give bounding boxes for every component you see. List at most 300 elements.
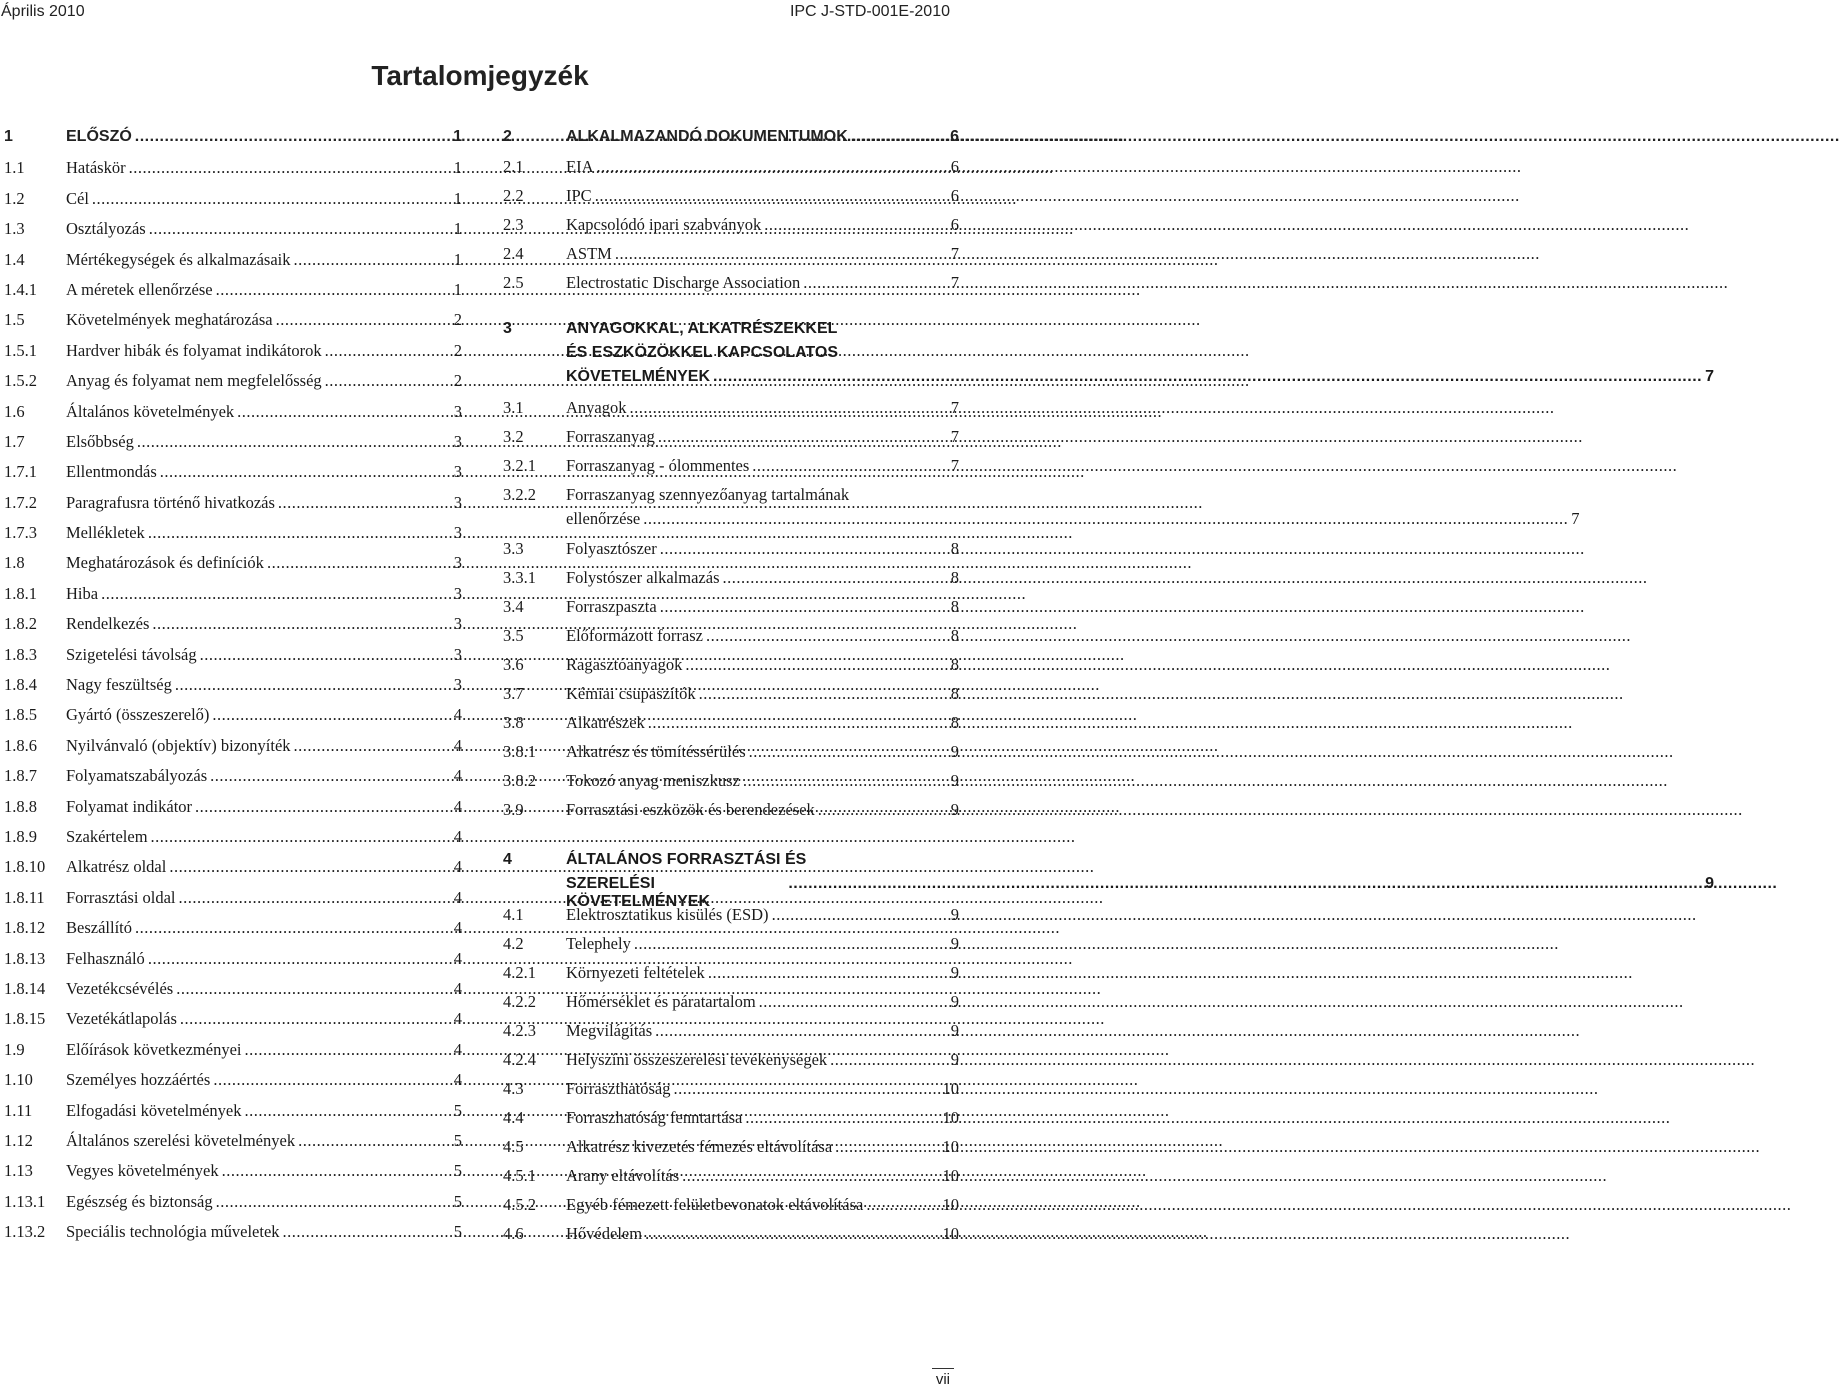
toc-entry-number: 1.3 [4, 219, 25, 239]
toc-entry[interactable] [4, 949, 462, 979]
toc-entry-number: 1 [4, 128, 13, 145]
toc-dot-leader [152, 614, 450, 634]
toc-entry-title: Elsőbbség [66, 431, 134, 451]
toc-entry-page: 10 [942, 1166, 959, 1185]
toc-dot-leader [267, 553, 451, 573]
toc-dot-leader [135, 128, 450, 146]
toc-entry-page: 3 [453, 675, 462, 695]
toc-entry-page: 5 [453, 1130, 462, 1150]
toc-entry-number: 4.3 [503, 1079, 524, 1098]
toc-entry[interactable] [503, 1166, 959, 1195]
toc-entry-title: Meghatározások és definíciók [66, 553, 264, 573]
toc-dot-leader [237, 402, 451, 422]
toc-entry-number: 1.4.1 [4, 279, 37, 299]
toc-entry-title: Elektrosztatikus kisülés (ESD) [566, 905, 769, 924]
toc-entry-page: 3 [453, 462, 462, 482]
toc-entry-number: 4.6 [503, 1224, 524, 1243]
toc-dot-leader [176, 979, 451, 999]
toc-entry-page: 4 [453, 918, 462, 938]
toc-entry[interactable] [4, 1040, 462, 1070]
toc-entry-number: 1.8.15 [4, 1009, 46, 1029]
toc-entry-page: 6 [950, 128, 959, 145]
toc-dot-leader [175, 675, 451, 695]
toc-entry-page: 9 [950, 934, 959, 953]
toc-dot-leader [660, 597, 948, 617]
toc-dot-leader [195, 797, 451, 817]
toc-entry[interactable] [503, 244, 959, 273]
toc-entry[interactable] [503, 992, 959, 1021]
toc-dot-leader [135, 918, 451, 938]
toc-entry[interactable] [4, 675, 462, 705]
toc-entry-title: Anyagok [566, 398, 627, 417]
toc-entry-title: Alkatrész oldal [66, 857, 167, 877]
toc-entry-page: 1 [453, 158, 462, 178]
toc-entry-number: 3.8.2 [503, 771, 536, 790]
toc-entry[interactable] [503, 655, 959, 684]
toc-entry[interactable] [4, 402, 462, 432]
toc-entry-page: 1 [453, 219, 462, 239]
toc-entry-title: A méretek ellenőrzése [66, 279, 213, 299]
toc-entry-page: 8 [950, 626, 959, 645]
toc-dot-leader [658, 427, 948, 447]
toc-entry-number: 1.4 [4, 249, 25, 269]
toc-entry[interactable] [4, 857, 462, 887]
toc-entry-title: Hőmérséklet és páratartalom [566, 992, 756, 1011]
toc-entry-title: Osztályozás [66, 219, 146, 239]
toc-entry-page: 9 [950, 963, 959, 982]
toc-entry-title: Hiba [66, 583, 99, 603]
toc-entry[interactable] [4, 219, 462, 249]
toc-entry[interactable] [4, 979, 462, 1009]
toc-entry[interactable] [503, 1050, 959, 1079]
toc-entry-page: 7 [1571, 509, 1580, 528]
toc-entry-page: 4 [453, 1070, 462, 1090]
toc-entry-title: Forrasztási oldal [66, 887, 176, 907]
toc-entry-number: 4.2.3 [503, 1021, 536, 1040]
toc-entry-page: 10 [942, 1108, 959, 1127]
toc-entry[interactable] [4, 1101, 462, 1131]
toc-entry-title-line: ÉS ESZKÖZÖKKEL KAPCSOLATOS [566, 344, 839, 361]
toc-entry-title: Paragrafusra történő hivatkozás [66, 492, 275, 512]
toc-entry-number: 1.8.6 [4, 735, 37, 755]
toc-entry[interactable] [4, 1009, 462, 1039]
toc-entry-page: 7 [950, 273, 959, 292]
toc-entry-page: 4 [453, 826, 462, 846]
toc-entry-title: Folyasztószer [566, 539, 657, 558]
toc-entry-number: 1.8.1 [4, 583, 37, 603]
toc-dot-leader [160, 462, 451, 482]
toc-entry[interactable] [503, 1079, 959, 1108]
toc-entry-page: 3 [453, 492, 462, 512]
toc-entry[interactable] [4, 493, 462, 523]
toc-entry-page: 4 [453, 796, 462, 816]
toc-dot-leader [752, 456, 947, 476]
toc-entry-title: Alkatrészek [566, 713, 645, 732]
toc-dot-leader [129, 158, 451, 178]
toc-dot-leader [699, 684, 948, 704]
toc-entry[interactable] [503, 684, 959, 713]
toc-dot-leader [645, 1224, 939, 1244]
toc-entry[interactable] [4, 1070, 462, 1100]
toc-entry-title: Mértékegységek és alkalmazásaik [66, 249, 291, 269]
toc-entry-page: 6 [950, 186, 959, 205]
toc-section-heading[interactable] [503, 128, 959, 157]
toc-entry-page: 4 [453, 948, 462, 968]
toc-entry-number: 1.7 [4, 431, 25, 451]
toc-entry-number: 1.8.13 [4, 948, 46, 968]
toc-entry[interactable] [503, 626, 959, 655]
toc-entry-number: 2 [503, 128, 512, 145]
toc-dot-leader [713, 368, 1702, 386]
toc-entry[interactable] [503, 771, 959, 800]
toc-entry-title: Környezeti feltételek [566, 963, 705, 982]
toc-entry-number: 1.5.2 [4, 371, 37, 391]
toc-entry-title-line: Forraszanyag szennyezőanyag tartalmának [566, 485, 850, 504]
toc-entry[interactable] [503, 1195, 959, 1224]
toc-entry-page: 4 [453, 1039, 462, 1059]
toc-entry-title: Felhasználó [66, 948, 145, 968]
toc-entry-title: Folyamatszabályozás [66, 766, 208, 786]
toc-entry-title: Egészség és biztonság [66, 1191, 213, 1211]
toc-entry[interactable] [503, 157, 959, 186]
toc-entry[interactable] [503, 597, 959, 626]
toc-dot-leader [866, 1195, 939, 1215]
toc-dot-leader [597, 157, 948, 177]
toc-entry-number: 1.8.11 [4, 887, 45, 907]
toc-dot-leader [630, 398, 948, 418]
toc-entry-number: 1.13.1 [4, 1191, 46, 1211]
toc-entry[interactable] [503, 742, 959, 771]
toc-entry-number: 3.9 [503, 800, 524, 819]
header-standard: IPC J-STD-001E-2010 [789, 3, 950, 20]
toc-entry[interactable] [4, 432, 462, 462]
toc-entry-title-line: SZERELÉSI KÖVETELMÉNYEK [566, 875, 711, 910]
toc-entry-number: 1.8.2 [4, 614, 37, 634]
toc-entry-number: 1.11 [4, 1100, 33, 1120]
toc-entry[interactable] [503, 427, 959, 456]
toc-entry-title: Rendelkezés [66, 614, 150, 634]
toc-entry-number: 1.7.1 [4, 462, 37, 482]
toc-entry[interactable] [503, 273, 959, 302]
toc-entry-number: 4.2 [503, 934, 524, 953]
toc-entry-title: Forraszanyag [566, 427, 655, 446]
toc-entry-page: 10 [942, 1137, 959, 1156]
toc-entry-title: Alkatrész kivezetés fémezés eltávolítása [566, 1137, 833, 1156]
toc-entry-title: Telephely [566, 934, 631, 953]
toc-entry-number: 1.2 [4, 188, 25, 208]
toc-dot-leader [244, 1040, 450, 1060]
toc-dot-leader [708, 963, 948, 983]
toc-entry-page: 9 [1705, 875, 1714, 892]
toc-entry[interactable] [503, 186, 959, 215]
toc-entry[interactable] [4, 462, 462, 492]
toc-entry-title: Hatáskör [66, 158, 126, 178]
toc-entry-number: 1.7.3 [4, 523, 37, 543]
toc-entry-number: 1.10 [4, 1070, 33, 1090]
toc-entry-title: Arany eltávolítás [566, 1166, 680, 1185]
toc-entry[interactable] [4, 797, 462, 827]
toc-entry-page: 3 [453, 431, 462, 451]
toc-entry[interactable] [4, 310, 462, 340]
toc-dot-leader [298, 1131, 451, 1151]
toc-entry[interactable] [4, 918, 462, 948]
toc-entry[interactable] [503, 905, 959, 934]
toc-entry-page: 4 [453, 887, 462, 907]
toc-entry[interactable] [503, 485, 1580, 539]
toc-entry-title: Követelmények meghatározása [66, 310, 273, 330]
toc-entry-title: ELŐSZÓ [66, 128, 132, 145]
toc-entry-title: Helyszíni összeszerelési tevékenységek [566, 1050, 828, 1069]
toc-dot-leader [180, 1009, 451, 1029]
toc-entry-title-line: ANYAGOKKAL, ALKATRÉSZEKKEL [566, 320, 838, 337]
toc-entry[interactable] [4, 766, 462, 796]
toc-entry[interactable] [4, 614, 462, 644]
toc-dot-leader [137, 432, 451, 452]
toc-entry-number: 1.8.10 [4, 857, 46, 877]
toc-entry-title: Személyes hozzáértés [66, 1070, 211, 1090]
toc-section-heading[interactable] [503, 320, 1714, 398]
toc-entry-page: 1 [453, 279, 462, 299]
toc-entry-title: ALKALMAZANDÓ DOKUMENTUMOK [566, 128, 848, 145]
toc-entry-title: Nagy feszültség [66, 675, 172, 695]
toc-entry[interactable] [503, 568, 959, 597]
toc-dot-leader [772, 905, 948, 925]
toc-dot-leader [803, 273, 947, 293]
toc-entry-number: 3.2 [503, 427, 524, 446]
toc-entry[interactable] [503, 934, 959, 963]
toc-entry[interactable] [503, 539, 959, 568]
toc-entry[interactable] [4, 888, 462, 918]
toc-entry-number: 3.3.1 [503, 568, 536, 587]
toc-entry[interactable] [4, 1192, 462, 1222]
toc-dot-leader [101, 584, 451, 604]
toc-entry-number: 1.8.14 [4, 978, 46, 998]
toc-entry-number: 3.4 [503, 597, 524, 616]
toc-entry[interactable] [4, 553, 462, 583]
toc-entry[interactable] [4, 827, 462, 857]
toc-entry-number: 2.3 [503, 215, 524, 234]
toc-entry-page: 3 [453, 644, 462, 664]
toc-entry-number: 2.4 [503, 244, 524, 263]
toc-entry-page: 4 [453, 705, 462, 725]
toc-section-heading[interactable] [4, 128, 462, 158]
toc-entry[interactable] [4, 705, 462, 735]
toc-entry-title: Általános követelmények [66, 401, 235, 421]
toc-entry-number: 3.1 [503, 398, 524, 417]
toc-entry-page: 4 [453, 1009, 462, 1029]
toc-entry-title: Alkatrész és tömítéssérülés [566, 742, 746, 761]
toc-entry[interactable] [4, 250, 462, 280]
toc-dot-leader [634, 934, 948, 954]
toc-entry-page: 2 [453, 310, 462, 330]
toc-dot-leader [835, 1137, 939, 1157]
toc-entry[interactable] [503, 713, 959, 742]
toc-entry-number: 3.5 [503, 626, 524, 645]
toc-entry[interactable] [503, 456, 959, 485]
toc-entry-title: Cél [66, 188, 89, 208]
toc-entry-page: 1 [453, 128, 462, 145]
toc-entry-page: 7 [950, 398, 959, 417]
toc-entry-title: Kémiai csupaszítók [566, 684, 696, 703]
toc-entry[interactable] [4, 189, 462, 219]
toc-entry-number: 1.13.2 [4, 1222, 46, 1242]
toc-entry-title: Egyéb fémezett felületbevonatok eltávolítása [566, 1195, 864, 1214]
toc-dot-leader [212, 705, 450, 725]
toc-entry-number: 3.2.1 [503, 456, 536, 475]
toc-entry-title: Mellékletek [66, 523, 145, 543]
toc-entry-title: Elfogadási követelmények [66, 1100, 242, 1120]
toc-dot-leader [818, 800, 948, 820]
toc-left-column [4, 128, 462, 1252]
toc-entry-title: Általános szerelési követelmények [66, 1130, 296, 1150]
toc-entry-title-line: ÁLTALÁNOS FORRASZTÁSI ÉS [566, 851, 807, 868]
toc-entry-title: Beszállító [66, 918, 132, 938]
toc-entry-title: Hővédelem [566, 1224, 643, 1243]
toc-entry-title: Megvilágítás [566, 1021, 653, 1040]
toc-entry-number: 3 [503, 320, 512, 337]
toc-entry[interactable] [503, 1137, 959, 1166]
toc-entry-number: 1.7.2 [4, 492, 37, 512]
toc-entry-page: 7 [950, 244, 959, 263]
toc-entry-page: 4 [453, 857, 462, 877]
toc-entry[interactable] [4, 371, 462, 401]
toc-entry[interactable] [503, 800, 959, 829]
toc-dot-leader [685, 655, 947, 675]
toc-entry-title: Forraszanyag - ólommentes [566, 456, 750, 475]
toc-entry[interactable] [503, 1224, 959, 1253]
toc-entry[interactable] [4, 736, 462, 766]
toc-dot-leader [706, 626, 948, 646]
toc-dot-leader [278, 493, 451, 513]
toc-entry[interactable] [4, 341, 462, 371]
toc-entry-number: 1.5 [4, 310, 25, 330]
toc-dot-leader [673, 1079, 939, 1099]
toc-entry[interactable] [4, 645, 462, 675]
toc-entry-title: Vezetékátlapolás [66, 1009, 177, 1029]
toc-dot-leader [595, 186, 948, 206]
toc-entry-title: Electrostatic Discharge Association [566, 273, 801, 292]
toc-entry-title: Forraszthatóság [566, 1079, 671, 1098]
toc-dot-leader [200, 645, 451, 665]
toc-entry-page: 9 [950, 742, 959, 761]
toc-entry[interactable] [4, 523, 462, 553]
toc-entry-title: Vegyes követelmények [66, 1161, 219, 1181]
toc-entry-number: 4.4 [503, 1108, 524, 1127]
toc-entry[interactable] [4, 1131, 462, 1161]
toc-entry-number: 1.9 [4, 1039, 25, 1059]
toc-entry-page: 8 [950, 597, 959, 616]
toc-entry-title: Gyártó (összeszerelő) [66, 705, 210, 725]
toc-dot-leader [325, 371, 451, 391]
toc-dot-leader [179, 888, 451, 908]
toc-entry-number: 1.8.5 [4, 705, 37, 725]
toc-entry[interactable] [4, 158, 462, 188]
toc-dot-leader [244, 1101, 450, 1121]
toc-entry-number: 1.8.4 [4, 675, 37, 695]
toc-entry[interactable] [4, 584, 462, 614]
toc-entry-page: 9 [950, 992, 959, 1011]
toc-entry-page: 9 [950, 771, 959, 790]
toc-entry-number: 4.5 [503, 1137, 524, 1156]
toc-entry-number: 3.3 [503, 539, 524, 558]
toc-dot-leader [149, 219, 451, 239]
toc-entry[interactable] [503, 398, 959, 427]
toc-entry-page: 3 [453, 553, 462, 573]
toc-entry-page: 2 [453, 340, 462, 360]
toc-entry-number: 1.13 [4, 1161, 33, 1181]
toc-dot-leader [148, 949, 451, 969]
toc-dot-leader [294, 736, 451, 756]
toc-dot-leader [830, 1050, 948, 1070]
toc-entry-title: Szigetelési távolság [66, 644, 197, 664]
toc-dot-leader [851, 128, 947, 146]
toc-entry-number: 1.6 [4, 401, 25, 421]
toc-dot-leader [745, 1108, 939, 1128]
toc-dot-leader [148, 523, 451, 543]
toc-dot-leader [222, 1161, 451, 1181]
toc-entry[interactable] [503, 963, 959, 992]
toc-dot-leader [169, 857, 450, 877]
toc-section-heading[interactable] [503, 851, 1714, 910]
toc-entry-title: Vezetékcsévélés [66, 978, 174, 998]
toc-dot-leader [325, 341, 451, 361]
toc-entry-number: 3.7 [503, 684, 524, 703]
toc-dot-leader [759, 992, 948, 1012]
toc-entry-title: Tokozó anyag meniszkusz [566, 771, 740, 790]
toc-entry-title: Ragasztóanyagok [566, 655, 683, 674]
toc-entry[interactable] [4, 280, 462, 310]
toc-entry-page: 9 [950, 905, 959, 924]
toc-dot-leader [788, 875, 1702, 893]
toc-entry-number: 3.8.1 [503, 742, 536, 761]
toc-entry[interactable] [503, 215, 959, 244]
toc-entry[interactable] [4, 1222, 462, 1252]
toc-entry-title: Anyag és folyamat nem megfelelősség [66, 371, 322, 391]
toc-dot-leader [276, 310, 451, 330]
toc-entry-number: 2.5 [503, 273, 524, 292]
toc-entry-page: 5 [453, 1161, 462, 1181]
toc-entry-page: 1 [453, 249, 462, 269]
toc-entry-page: 4 [453, 766, 462, 786]
toc-entry-page: 4 [453, 978, 462, 998]
toc-entry-number: 4.5.1 [503, 1166, 536, 1185]
toc-entry-page: 4 [453, 735, 462, 755]
toc-entry[interactable] [503, 1021, 959, 1050]
toc-dot-leader [283, 1222, 451, 1242]
toc-entry-number: 2.1 [503, 157, 524, 176]
toc-dot-leader [682, 1166, 939, 1186]
toc-entry-page: 8 [950, 539, 959, 558]
toc-entry-number: 1.5.1 [4, 340, 37, 360]
toc-entry-title: Előírások következményei [66, 1039, 242, 1059]
toc-dot-leader [216, 280, 451, 300]
toc-entry-number: 4.2.2 [503, 992, 536, 1011]
toc-entry-number: 1.8.9 [4, 826, 37, 846]
toc-entry[interactable] [4, 1161, 462, 1191]
toc-entry-number: 1.8 [4, 553, 25, 573]
toc-dot-leader [293, 250, 450, 270]
toc-right-column [503, 128, 1714, 1253]
toc-entry-title: Szakértelem [66, 826, 148, 846]
toc-entry-page: 1 [453, 188, 462, 208]
toc-entry[interactable] [503, 1108, 959, 1137]
toc-entry-page: 3 [453, 401, 462, 421]
toc-entry-title: Forrasztási eszközök és berendezések [566, 800, 815, 819]
toc-entry-number: 1.1 [4, 158, 25, 178]
toc-entry-title: Nyilvánvaló (objektív) bizonyíték [66, 735, 291, 755]
toc-entry-page: 3 [453, 583, 462, 603]
toc-entry-number: 3.6 [503, 655, 524, 674]
